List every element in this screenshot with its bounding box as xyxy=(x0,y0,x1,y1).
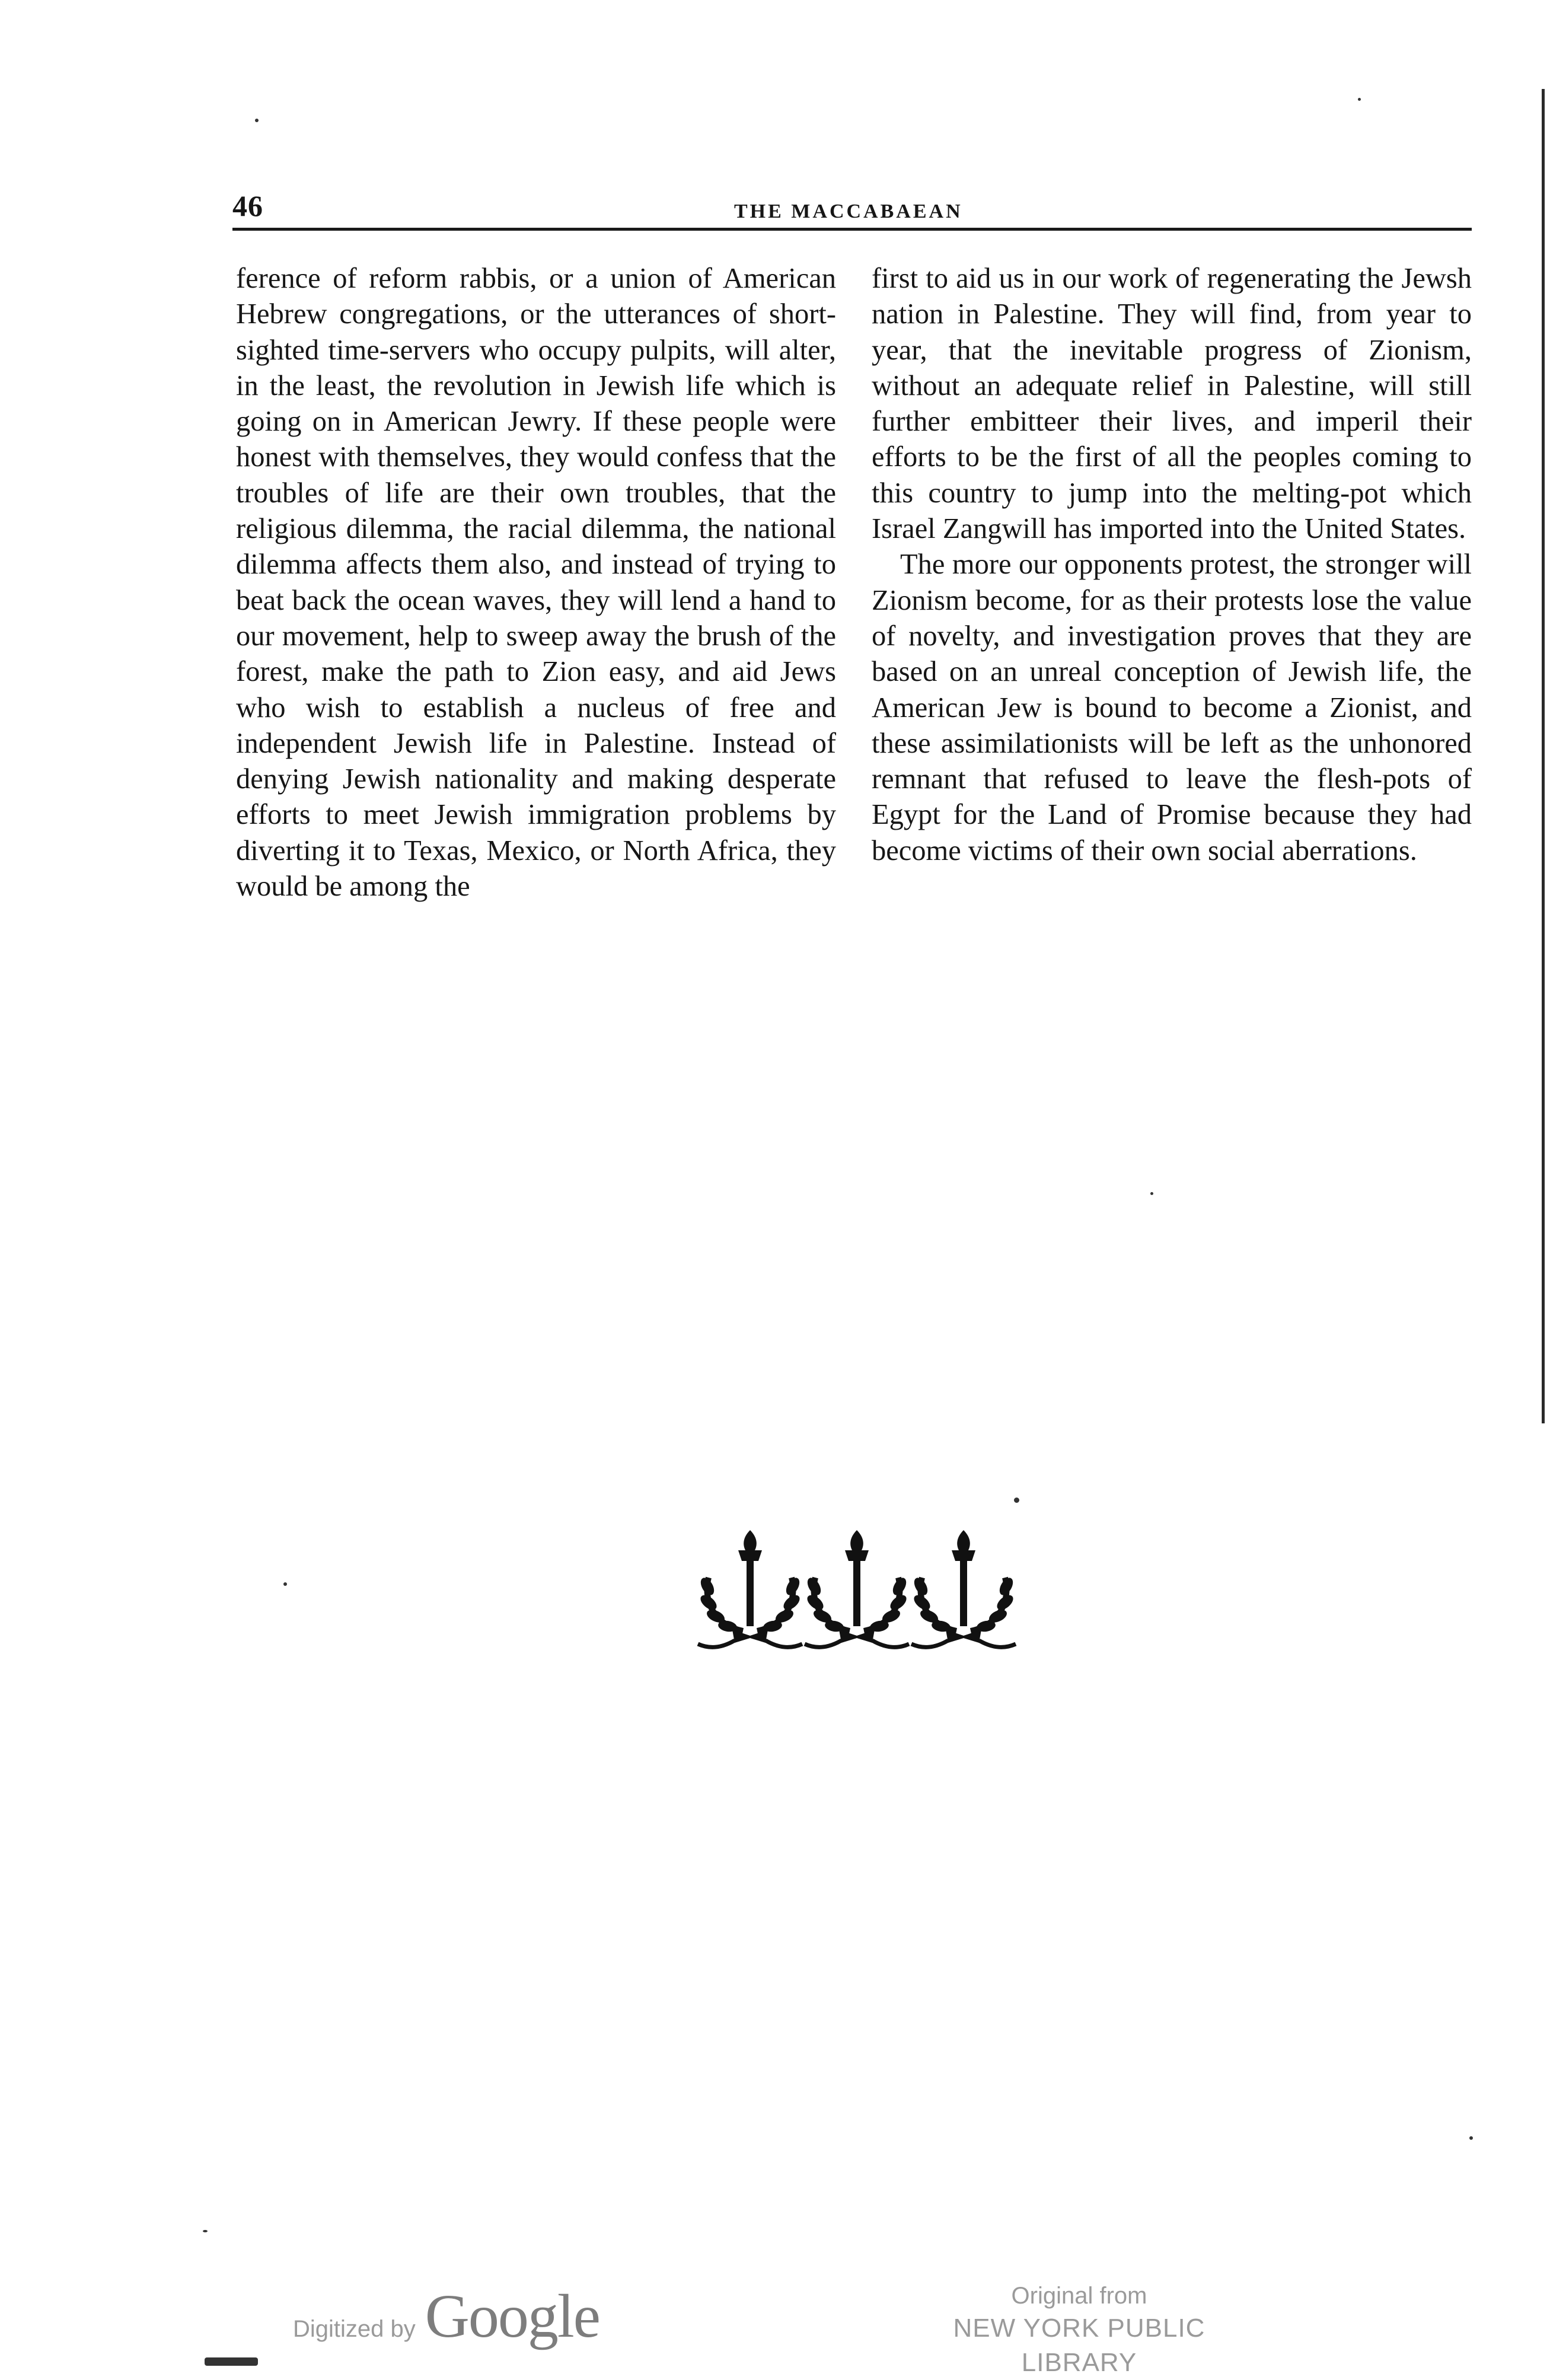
original-from-credit xyxy=(901,2280,1257,2380)
scan-speck xyxy=(1014,1498,1019,1503)
paragraph: first to aid us in our work of regenerating the Jewsh nation in Palestine. They will find, from year to year, that the inevitable progress of Zionism, without an adequate relief in Palestine, will still further embitteer their lives, and imperil their efforts to be the first of all the peoples coming to this country to jump into the melting-pot which Israel Zangwill has imported into the United States. xyxy=(872,263,1472,545)
scan-speck xyxy=(1469,2136,1473,2140)
scan-speck xyxy=(1358,98,1361,101)
header-rule xyxy=(232,228,1472,231)
scan-speck xyxy=(203,2230,208,2232)
paragraph: The more our opponents protest, the stronger will Zionism become, for as their protests lose the value of novelty, and investigation proves that they are based on an unreal conception of Jewish life, the American Jew is bound to become a Zionist, and these assimilationists will be left as the unhonored remnant that refused to leave the flesh-pots of Egypt for the Land of Promise because they had become victims of their own social aberrations. xyxy=(872,549,1472,866)
scan-speck xyxy=(283,1582,287,1586)
digitized-by-label: Digitized by xyxy=(293,2316,416,2342)
google-logo: Google xyxy=(425,2282,599,2350)
scan-speck xyxy=(255,119,259,122)
right-column xyxy=(872,261,1472,869)
paragraph: ference of reform rabbis, or a union of American Hebrew congregations, or the utterances of short-sighted time-servers who occupy pulpits, will alter, in the least, the revolution in Jewish life which is going on in American Jewry. If these people were honest with themselves, they would confess that the troubles of life are their own troubles, that the religious dilemma, the racial dilemma, the national dilemma affects them also, and instead of trying to beat back the ocean waves, they will lend a hand to our movement, help to sweep away the brush of the forest, make the path to Zion easy, and aid Jews who wish to establish a nucleus of free and independent Jewish life in Palestine. Instead of denying Jewish nationality and making desperate efforts to meet Jewish immigration problems by diverting it to Texas, Mexico, or North Africa, they would be among the xyxy=(236,263,836,903)
page-edge xyxy=(1542,89,1545,1423)
scan-speck xyxy=(205,2357,258,2366)
three-torches-with-wreaths-icon xyxy=(694,1524,1020,1655)
original-from-label: Original from xyxy=(1011,2283,1147,2309)
running-head: THE MACCABAEAN xyxy=(734,200,963,222)
scan-speck xyxy=(1150,1192,1153,1195)
left-column xyxy=(236,261,836,904)
digitized-by-google xyxy=(293,2281,599,2352)
library-name: NEW YORK PUBLIC LIBRARY xyxy=(953,2314,1205,2377)
page-number: 46 xyxy=(232,189,263,222)
